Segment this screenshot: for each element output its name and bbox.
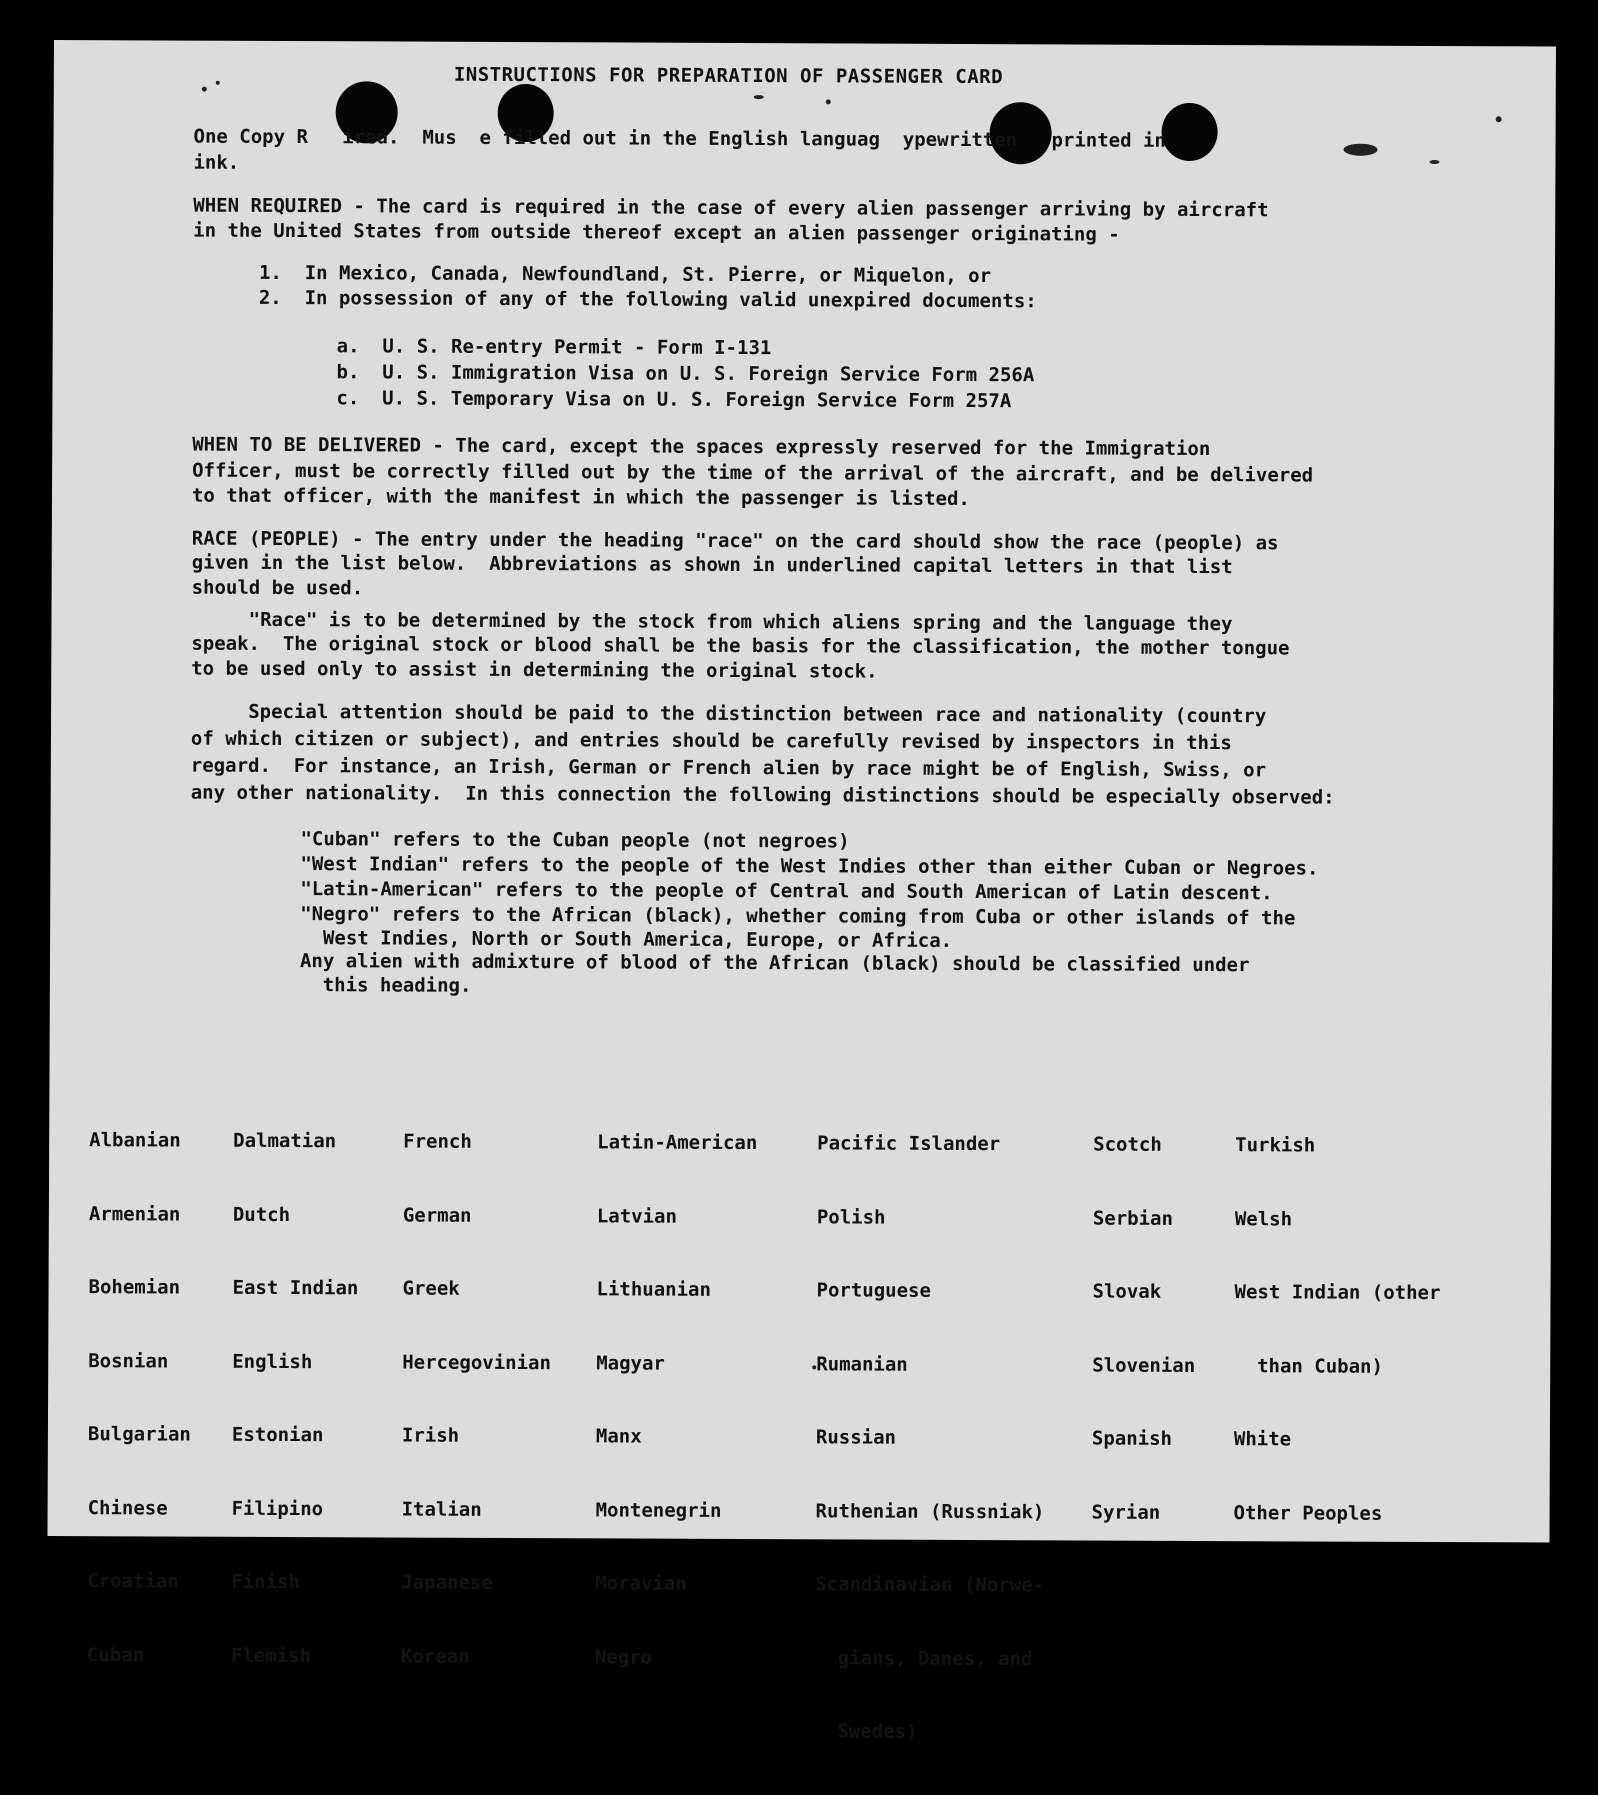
race-line: RACE (PEOPLE) - The entry under the heading "race" on the card should show the race (people) as	[191, 527, 1279, 555]
race-entry: Swedes)	[814, 1720, 918, 1743]
race-line: should be used.	[191, 576, 364, 600]
race-entry: Slovak	[1092, 1280, 1162, 1303]
distinction-line: West Indies, North or South America, Europe, or Africa.	[300, 927, 953, 952]
when-required-line: WHEN REQUIRED - The card is required in the case of every alien passenger arriving by aircraft	[193, 194, 1269, 222]
race-entry: Estonian	[231, 1423, 324, 1447]
ink-speck	[826, 99, 831, 104]
numbered-item: 2. In possession of any of the following valid unexpired documents:	[258, 286, 1037, 313]
race-column	[231, 1079, 360, 1717]
when-delivered-line: to that officer, with the manifest in which the passenger is listed.	[191, 484, 970, 511]
race-entry: Croatian	[87, 1570, 179, 1593]
race-entry: Pacific Islander	[817, 1132, 1001, 1156]
ink-speck	[216, 81, 220, 85]
race-entry: Japanese	[401, 1571, 493, 1594]
ink-speck	[1496, 116, 1502, 122]
race-entry: Ruthenian (Russniak)	[815, 1499, 1045, 1523]
document-item: c. U. S. Temporary Visa on U. S. Foreign Service Form 257A	[336, 387, 1012, 413]
race-entry: Russian	[815, 1426, 897, 1449]
race-entry: Irish	[401, 1424, 460, 1447]
distinction-line: "West Indian" refers to the people of the West Indies other than either Cuban or Negroes.	[300, 853, 1319, 880]
page-title: INSTRUCTIONS FOR PREPARATION OF PASSENGER CARD	[453, 63, 1004, 89]
race-entry: Dalmatian	[233, 1129, 337, 1153]
race-entry: Bulgarian	[87, 1423, 191, 1446]
race-definition-line: "Race" is to be determined by the stock from which aliens spring and the language they	[191, 608, 1233, 636]
race-entry: Manx	[595, 1425, 642, 1448]
race-column	[1091, 1083, 1196, 1573]
special-attention-line: Special attention should be paid to the distinction between race and nationality (country	[191, 700, 1267, 728]
race-entry: Montenegrin	[595, 1498, 722, 1522]
special-attention-line: any other nationality. In this connection the following distinctions should be especially observed:	[190, 781, 1335, 809]
race-entry: Lithuanian	[596, 1278, 711, 1301]
intro-line: One Copy R ired. Mus e filled out in the English languag ypewritten printed in	[193, 125, 1166, 152]
race-entry: Bohemian	[88, 1276, 181, 1299]
distinction-line: Any alien with admixture of blood of the African (black) should be classified under	[299, 950, 1250, 977]
race-column	[1233, 1083, 1441, 1574]
document-page	[47, 40, 1556, 1743]
race-entry: Slovenian	[1092, 1354, 1196, 1377]
when-delivered-line: Officer, must be correctly filled out by the time of the arrival of the aircraft, and be delivered	[192, 459, 1314, 487]
race-entry: Scotch	[1093, 1133, 1162, 1156]
punch-hole	[1161, 103, 1217, 161]
when-required-line: in the United States from outside thereof except an alien passenger originating -	[193, 219, 1120, 246]
document-item: b. U. S. Immigration Visa on U. S. Foreign Service Form 256A	[336, 361, 1035, 387]
race-column	[595, 1080, 758, 1718]
race-entry: Polish	[816, 1205, 886, 1229]
race-entry: Syrian	[1091, 1501, 1161, 1524]
ink-speck	[1429, 160, 1439, 164]
race-entry: Armenian	[88, 1202, 181, 1226]
race-entry: Latvian	[596, 1204, 677, 1228]
race-entry: Korean	[400, 1645, 470, 1668]
race-entry: French	[403, 1130, 472, 1153]
race-entry: Albanian	[89, 1129, 181, 1152]
special-attention-line: regard. For instance, an Irish, German or French alien by race might be of English, Swiss, or	[190, 754, 1267, 782]
race-entry: Latin-American	[597, 1131, 758, 1155]
ink-speck	[754, 95, 764, 99]
distinction-line: "Latin-American" refers to the people of Central and South American of Latin descent.	[300, 878, 1273, 905]
race-entry: White	[1233, 1428, 1292, 1451]
race-entry: Scandinavian (Norwe-	[815, 1573, 1045, 1597]
race-entry: Turkish	[1235, 1134, 1316, 1157]
race-entry: German	[402, 1204, 472, 1227]
race-entry: Cuban	[86, 1643, 145, 1666]
ink-speck	[202, 87, 207, 92]
race-entry: Spanish	[1091, 1427, 1173, 1450]
ink-speck	[812, 1365, 816, 1369]
ink-speck	[1344, 144, 1378, 156]
numbered-item: 1. In Mexico, Canada, Newfoundland, St. Pierre, or Miquelon, or	[258, 261, 992, 288]
race-entry: East Indian	[232, 1276, 359, 1300]
race-entry: West Indian (other	[1234, 1281, 1441, 1305]
race-entry: Moravian	[595, 1572, 687, 1595]
document-item: a. U. S. Re-entry Permit - Form I-131	[336, 335, 772, 360]
special-attention-line: of which citizen or subject), and entries should be carefully revised by inspectors in this	[190, 727, 1232, 755]
race-entry: Hercegovinian	[402, 1351, 552, 1374]
race-entry: Finish	[231, 1570, 300, 1594]
race-entry: Magyar	[596, 1351, 665, 1375]
race-entry: Other Peoples	[1233, 1501, 1383, 1525]
race-entry: English	[232, 1350, 313, 1373]
distinction-line: "Negro" refers to the African (black), whether coming from Cuba or other islands of the	[300, 903, 1296, 930]
race-column	[87, 1078, 193, 1715]
race-entry: Portuguese	[816, 1279, 931, 1302]
race-entry: Negro	[594, 1645, 653, 1669]
distinction-line: this heading.	[299, 974, 472, 997]
distinction-line: "Cuban" refers to the Cuban people (not negroes)	[300, 828, 850, 853]
race-entry: Serbian	[1092, 1207, 1173, 1230]
race-entry: Chinese	[87, 1496, 168, 1520]
race-entry: Flemish	[230, 1644, 312, 1667]
when-delivered-line: WHEN TO BE DELIVERED - The card, except the spaces expressly reserved for the Immigration	[192, 433, 1211, 461]
race-entry: Italian	[401, 1498, 482, 1521]
race-column	[814, 1081, 1046, 1792]
race-entry: Dutch	[232, 1203, 291, 1226]
intro-line: ink.	[193, 151, 240, 174]
race-line: given in the list below. Abbreviations as shown in underlined capital letters in that list	[191, 551, 1233, 579]
race-entry: than Cuban)	[1234, 1354, 1383, 1378]
race-entry: gians, Danes, and	[814, 1646, 1033, 1670]
race-entry: Bosnian	[88, 1349, 169, 1373]
race-entry: Filipino	[231, 1497, 324, 1520]
race-entry: Rumanian	[816, 1352, 908, 1376]
race-definition-line: speak. The original stock or blood shall be the basis for the classification, the mother tongue	[191, 632, 1290, 660]
race-entry: Greek	[402, 1277, 460, 1300]
race-column	[401, 1080, 552, 1718]
race-entry: Welsh	[1234, 1207, 1293, 1230]
race-definition-line: to be used only to assist in determining the original stock.	[191, 657, 878, 683]
